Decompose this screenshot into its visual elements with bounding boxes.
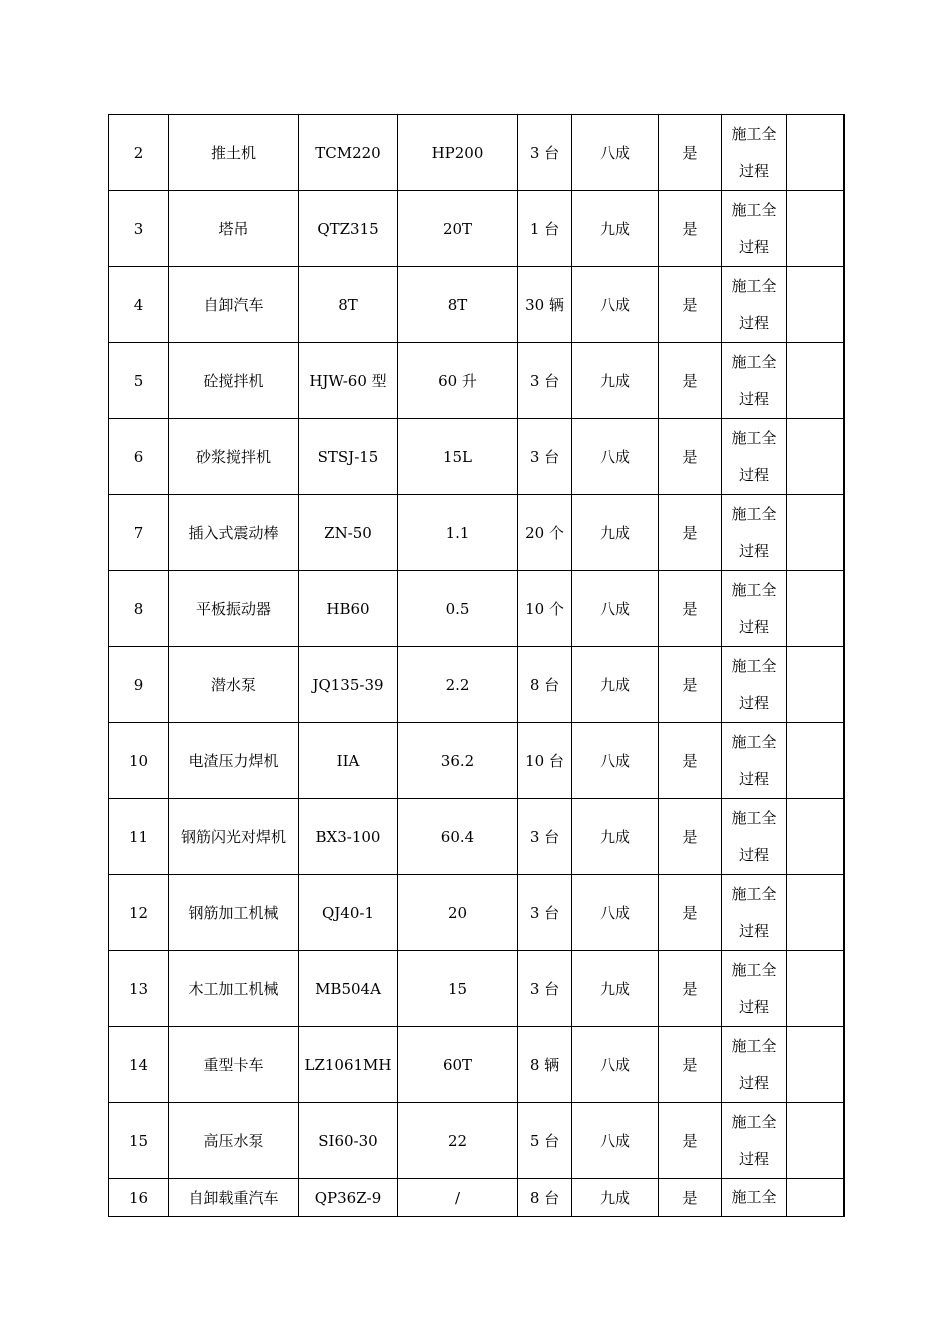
- in-place-status-cell: 是: [659, 571, 722, 647]
- quantity-cell: 8 台: [518, 647, 572, 723]
- table-row: [109, 343, 844, 419]
- usage-stage-cell: [722, 267, 787, 343]
- condition-cell: 八成: [572, 875, 659, 951]
- row-number-cell: 14: [109, 1027, 169, 1103]
- usage-stage-text: 施工全 过程: [731, 352, 777, 408]
- remark-cell: [787, 647, 844, 723]
- quantity-cell: 8 辆: [518, 1027, 572, 1103]
- equipment-name-cell: 砂浆搅拌机: [169, 419, 299, 495]
- usage-stage-text: 施工全 过程: [731, 200, 777, 256]
- table-row: [109, 1179, 844, 1217]
- table-row: [109, 647, 844, 723]
- rated-capacity-cell: /: [398, 1179, 518, 1217]
- condition-cell: 九成: [572, 951, 659, 1027]
- usage-stage-cell: [722, 191, 787, 267]
- equipment-model-cell: TCM220: [299, 115, 398, 191]
- rated-capacity-cell: 15: [398, 951, 518, 1027]
- quantity-cell: 5 台: [518, 1103, 572, 1179]
- condition-cell: 九成: [572, 495, 659, 571]
- equipment-model-cell: SI60-30: [299, 1103, 398, 1179]
- table-row: [109, 495, 844, 571]
- usage-stage-text: 施工全 过程: [731, 428, 777, 484]
- row-number-cell: 9: [109, 647, 169, 723]
- quantity-cell: 3 台: [518, 419, 572, 495]
- row-number-cell: 3: [109, 191, 169, 267]
- table-row: [109, 191, 844, 267]
- in-place-status-cell: 是: [659, 343, 722, 419]
- equipment-model-cell: LZ1061MH: [299, 1027, 398, 1103]
- usage-stage-cell: [722, 1179, 787, 1217]
- condition-cell: 八成: [572, 1103, 659, 1179]
- equipment-name-cell: 潜水泵: [169, 647, 299, 723]
- table-row: [109, 723, 844, 799]
- equipment-model-cell: QJ40-1: [299, 875, 398, 951]
- equipment-model-cell: BX3-100: [299, 799, 398, 875]
- in-place-status-cell: 是: [659, 875, 722, 951]
- usage-stage-text: 施工全 过程: [731, 960, 777, 1016]
- row-number-cell: 16: [109, 1179, 169, 1217]
- condition-cell: 八成: [572, 1027, 659, 1103]
- in-place-status-cell: 是: [659, 1103, 722, 1179]
- equipment-table: [108, 114, 845, 1217]
- remark-cell: [787, 951, 844, 1027]
- equipment-name-cell: 插入式震动棒: [169, 495, 299, 571]
- usage-stage-cell: [722, 647, 787, 723]
- in-place-status-cell: 是: [659, 419, 722, 495]
- usage-stage-cell: [722, 343, 787, 419]
- usage-stage-text: 施工全 过程: [731, 808, 777, 864]
- row-number-cell: 8: [109, 571, 169, 647]
- rated-capacity-cell: 22: [398, 1103, 518, 1179]
- rated-capacity-cell: HP200: [398, 115, 518, 191]
- equipment-model-cell: JQ135-39: [299, 647, 398, 723]
- rated-capacity-cell: 8T: [398, 267, 518, 343]
- rated-capacity-cell: 60.4: [398, 799, 518, 875]
- equipment-model-cell: QTZ315: [299, 191, 398, 267]
- quantity-cell: 1 台: [518, 191, 572, 267]
- in-place-status-cell: 是: [659, 191, 722, 267]
- quantity-cell: 3 台: [518, 875, 572, 951]
- in-place-status-cell: 是: [659, 1027, 722, 1103]
- quantity-cell: 3 台: [518, 343, 572, 419]
- rated-capacity-cell: 1.1: [398, 495, 518, 571]
- row-number-cell: 5: [109, 343, 169, 419]
- usage-stage-cell: [722, 115, 787, 191]
- quantity-cell: 3 台: [518, 799, 572, 875]
- in-place-status-cell: 是: [659, 495, 722, 571]
- equipment-name-cell: 自卸汽车: [169, 267, 299, 343]
- equipment-model-cell: STSJ-15: [299, 419, 398, 495]
- table-row: [109, 1027, 844, 1103]
- remark-cell: [787, 343, 844, 419]
- remark-cell: [787, 495, 844, 571]
- condition-cell: 八成: [572, 267, 659, 343]
- usage-stage-text: 施工全 过程: [731, 1036, 777, 1092]
- quantity-cell: 10 台: [518, 723, 572, 799]
- in-place-status-cell: 是: [659, 951, 722, 1027]
- in-place-status-cell: 是: [659, 267, 722, 343]
- usage-stage-text: 施工全 过程: [731, 732, 777, 788]
- remark-cell: [787, 799, 844, 875]
- table-row: [109, 1103, 844, 1179]
- equipment-name-cell: 钢筋加工机械: [169, 875, 299, 951]
- usage-stage-cell: [722, 571, 787, 647]
- in-place-status-cell: 是: [659, 115, 722, 191]
- rated-capacity-cell: 0.5: [398, 571, 518, 647]
- usage-stage-text: 施工全 过程: [731, 124, 777, 180]
- table-row: [109, 799, 844, 875]
- usage-stage-cell: [722, 1027, 787, 1103]
- in-place-status-cell: 是: [659, 1179, 722, 1217]
- quantity-cell: 10 个: [518, 571, 572, 647]
- remark-cell: [787, 723, 844, 799]
- table-row: [109, 267, 844, 343]
- remark-cell: [787, 875, 844, 951]
- in-place-status-cell: 是: [659, 799, 722, 875]
- equipment-name-cell: 重型卡车: [169, 1027, 299, 1103]
- usage-stage-cell: [722, 723, 787, 799]
- table-row: [109, 571, 844, 647]
- equipment-model-cell: MB504A: [299, 951, 398, 1027]
- condition-cell: 八成: [572, 419, 659, 495]
- equipment-name-cell: 电渣压力焊机: [169, 723, 299, 799]
- row-number-cell: 13: [109, 951, 169, 1027]
- in-place-status-cell: 是: [659, 647, 722, 723]
- usage-stage-cell: [722, 875, 787, 951]
- equipment-model-cell: QP36Z-9: [299, 1179, 398, 1217]
- quantity-cell: 30 辆: [518, 267, 572, 343]
- equipment-name-cell: 推土机: [169, 115, 299, 191]
- in-place-status-cell: 是: [659, 723, 722, 799]
- row-number-cell: 11: [109, 799, 169, 875]
- usage-stage-text: 施工全 过程: [731, 884, 777, 940]
- rated-capacity-cell: 20T: [398, 191, 518, 267]
- condition-cell: 九成: [572, 191, 659, 267]
- equipment-model-cell: HB60: [299, 571, 398, 647]
- usage-stage-text: 施工全: [731, 1188, 777, 1206]
- equipment-name-cell: 平板振动器: [169, 571, 299, 647]
- table-row: [109, 951, 844, 1027]
- row-number-cell: 15: [109, 1103, 169, 1179]
- remark-cell: [787, 1103, 844, 1179]
- row-number-cell: 12: [109, 875, 169, 951]
- equipment-name-cell: 高压水泵: [169, 1103, 299, 1179]
- remark-cell: [787, 267, 844, 343]
- usage-stage-cell: [722, 495, 787, 571]
- quantity-cell: 3 台: [518, 951, 572, 1027]
- usage-stage-text: 施工全 过程: [731, 1112, 777, 1168]
- remark-cell: [787, 115, 844, 191]
- row-number-cell: 4: [109, 267, 169, 343]
- equipment-model-cell: IIA: [299, 723, 398, 799]
- equipment-name-cell: 自卸载重汽车: [169, 1179, 299, 1217]
- row-number-cell: 10: [109, 723, 169, 799]
- quantity-cell: 8 台: [518, 1179, 572, 1217]
- condition-cell: 八成: [572, 115, 659, 191]
- equipment-name-cell: 木工加工机械: [169, 951, 299, 1027]
- condition-cell: 九成: [572, 799, 659, 875]
- condition-cell: 九成: [572, 1179, 659, 1217]
- table-row: [109, 875, 844, 951]
- table-row: [109, 419, 844, 495]
- usage-stage-text: 施工全 过程: [731, 504, 777, 560]
- equipment-name-cell: 砼搅拌机: [169, 343, 299, 419]
- quantity-cell: 3 台: [518, 115, 572, 191]
- equipment-table-body: [109, 115, 844, 1217]
- row-number-cell: 2: [109, 115, 169, 191]
- table-row: [109, 115, 844, 191]
- condition-cell: 九成: [572, 343, 659, 419]
- usage-stage-text: 施工全 过程: [731, 276, 777, 332]
- remark-cell: [787, 1027, 844, 1103]
- remark-cell: [787, 191, 844, 267]
- remark-cell: [787, 419, 844, 495]
- rated-capacity-cell: 2.2: [398, 647, 518, 723]
- rated-capacity-cell: 20: [398, 875, 518, 951]
- usage-stage-cell: [722, 419, 787, 495]
- condition-cell: 九成: [572, 647, 659, 723]
- usage-stage-cell: [722, 951, 787, 1027]
- remark-cell: [787, 571, 844, 647]
- usage-stage-text: 施工全 过程: [731, 580, 777, 636]
- rated-capacity-cell: 36.2: [398, 723, 518, 799]
- rated-capacity-cell: 15L: [398, 419, 518, 495]
- usage-stage-text: 施工全 过程: [731, 656, 777, 712]
- equipment-model-cell: ZN-50: [299, 495, 398, 571]
- equipment-model-cell: HJW-60 型: [299, 343, 398, 419]
- quantity-cell: 20 个: [518, 495, 572, 571]
- row-number-cell: 7: [109, 495, 169, 571]
- equipment-model-cell: 8T: [299, 267, 398, 343]
- condition-cell: 八成: [572, 723, 659, 799]
- usage-stage-cell: [722, 1103, 787, 1179]
- usage-stage-cell: [722, 799, 787, 875]
- equipment-name-cell: 塔吊: [169, 191, 299, 267]
- condition-cell: 八成: [572, 571, 659, 647]
- rated-capacity-cell: 60T: [398, 1027, 518, 1103]
- remark-cell: [787, 1179, 844, 1217]
- equipment-name-cell: 钢筋闪光对焊机: [169, 799, 299, 875]
- row-number-cell: 6: [109, 419, 169, 495]
- rated-capacity-cell: 60 升: [398, 343, 518, 419]
